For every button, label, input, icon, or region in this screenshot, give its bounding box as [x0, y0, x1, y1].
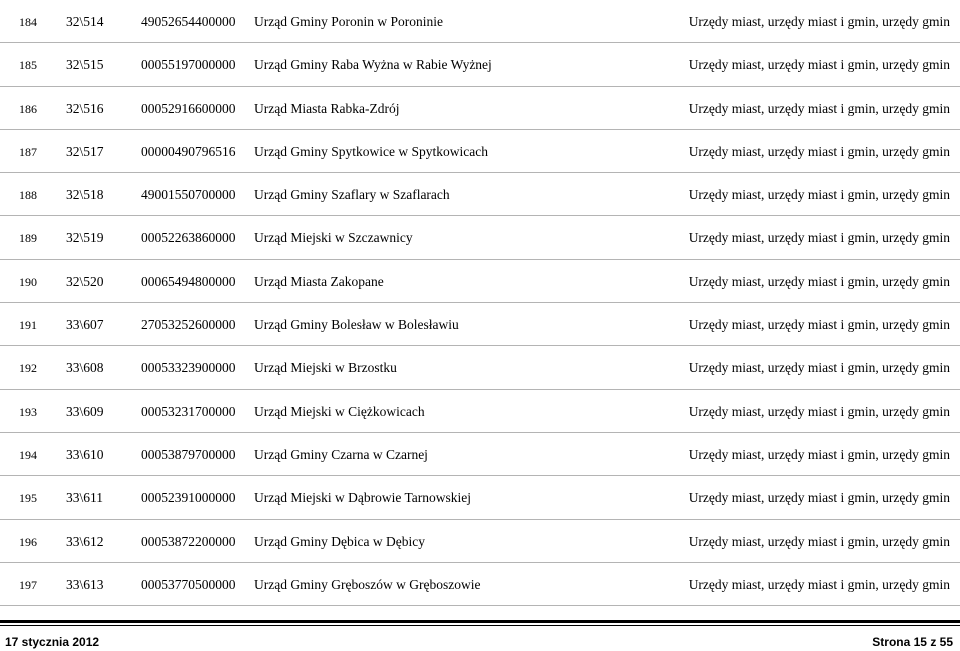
- row-regon: 00052391000000: [141, 490, 236, 506]
- table-row: [0, 260, 960, 303]
- row-regon: 00053872200000: [141, 533, 236, 549]
- row-regon: 27053252600000: [141, 317, 236, 333]
- row-category: Urzędy miast, urzędy miast i gmin, urzędy gmin: [688, 273, 950, 289]
- row-regon: 49001550700000: [141, 187, 236, 203]
- table-row: [0, 390, 960, 433]
- table-row: [0, 433, 960, 476]
- table-row: [0, 476, 960, 519]
- row-number: 186: [19, 101, 37, 116]
- row-name: Urząd Gminy Szaflary w Szaflarach: [254, 187, 450, 203]
- row-category: Urzędy miast, urzędy miast i gmin, urzędy gmin: [688, 576, 950, 592]
- table-row: [0, 173, 960, 216]
- row-category: Urzędy miast, urzędy miast i gmin, urzędy gmin: [688, 100, 950, 116]
- table-row: [0, 0, 960, 43]
- row-name: Urząd Miasta Rabka-Zdrój: [254, 100, 400, 116]
- row-regon: 00000490796516: [141, 143, 236, 159]
- row-number: 194: [19, 447, 37, 462]
- row-number: 193: [19, 404, 37, 419]
- row-regon: 00053879700000: [141, 446, 236, 462]
- row-category: Urzędy miast, urzędy miast i gmin, urzędy gmin: [688, 14, 950, 29]
- row-number: 195: [19, 491, 37, 506]
- row-name: Urząd Gminy Gręboszów w Gręboszowie: [254, 576, 481, 592]
- row-code: 32\519: [66, 230, 104, 246]
- row-regon: 00053323900000: [141, 360, 236, 376]
- row-name: Urząd Miejski w Dąbrowie Tarnowskiej: [254, 490, 472, 506]
- row-category: Urzędy miast, urzędy miast i gmin, urzędy gmin: [688, 230, 950, 246]
- row-regon: 00053770500000: [141, 576, 236, 592]
- row-name: Urząd Gminy Czarna w Czarnej: [254, 446, 428, 462]
- row-name: Urząd Gminy Bolesław w Bolesławiu: [254, 317, 459, 333]
- row-category: Urzędy miast, urzędy miast i gmin, urzędy gmin: [688, 490, 950, 506]
- table-row: [0, 87, 960, 130]
- row-code: 32\520: [66, 273, 104, 289]
- row-name: Urząd Miejski w Szczawnicy: [254, 230, 413, 246]
- row-name: Urząd Miejski w Brzostku: [254, 360, 397, 376]
- row-category: Urzędy miast, urzędy miast i gmin, urzędy gmin: [688, 360, 950, 376]
- table-row: [0, 130, 960, 173]
- row-category: Urzędy miast, urzędy miast i gmin, urzędy gmin: [688, 57, 950, 73]
- row-name: Urząd Gminy Poronin w Poroninie: [254, 14, 443, 29]
- row-code: 32\515: [66, 57, 104, 73]
- row-code: 32\518: [66, 187, 104, 203]
- row-regon: 00055197000000: [141, 57, 236, 73]
- row-regon: 49052654400000: [141, 14, 236, 29]
- row-code: 32\517: [66, 143, 104, 159]
- page-number: Strona 15 z 55: [872, 635, 953, 649]
- row-name: Urząd Miasta Zakopane: [254, 273, 384, 289]
- row-code: 33\612: [66, 533, 104, 549]
- row-code: 33\607: [66, 317, 104, 333]
- table-row: [0, 303, 960, 346]
- row-code: 33\611: [66, 490, 103, 506]
- row-number: 192: [19, 361, 37, 376]
- row-category: Urzędy miast, urzędy miast i gmin, urzędy gmin: [688, 143, 950, 159]
- row-code: 33\608: [66, 360, 104, 376]
- row-code: 33\609: [66, 403, 104, 419]
- row-regon: 00052916600000: [141, 100, 236, 116]
- row-number: 190: [19, 274, 37, 289]
- footer-divider-thin: [0, 625, 960, 626]
- row-code: 32\514: [66, 14, 104, 29]
- table-row: [0, 43, 960, 86]
- row-name: Urząd Gminy Raba Wyżna w Rabie Wyżnej: [254, 57, 492, 73]
- table-row: [0, 563, 960, 606]
- row-category: Urzędy miast, urzędy miast i gmin, urzędy gmin: [688, 533, 950, 549]
- table-row: [0, 216, 960, 259]
- row-regon: 00065494800000: [141, 273, 236, 289]
- row-number: 189: [19, 231, 37, 246]
- table-row: [0, 346, 960, 389]
- row-name: Urząd Miejski w Ciężkowicach: [254, 403, 425, 419]
- row-number: 188: [19, 188, 37, 203]
- row-number: 196: [19, 534, 37, 549]
- row-number: 187: [19, 144, 37, 159]
- row-code: 33\613: [66, 576, 104, 592]
- row-category: Urzędy miast, urzędy miast i gmin, urzędy gmin: [688, 187, 950, 203]
- row-number: 185: [19, 58, 37, 73]
- row-code: 33\610: [66, 446, 104, 462]
- footer-divider: [0, 620, 960, 623]
- row-name: Urząd Gminy Spytkowice w Spytkowicach: [254, 143, 488, 159]
- row-regon: 00053231700000: [141, 403, 236, 419]
- row-number: 191: [19, 318, 37, 333]
- row-category: Urzędy miast, urzędy miast i gmin, urzędy gmin: [688, 446, 950, 462]
- row-category: Urzędy miast, urzędy miast i gmin, urzędy gmin: [688, 317, 950, 333]
- row-name: Urząd Gminy Dębica w Dębicy: [254, 533, 425, 549]
- table-row: [0, 520, 960, 563]
- row-number: 184: [19, 15, 37, 29]
- row-regon: 00052263860000: [141, 230, 236, 246]
- row-number: 197: [19, 577, 37, 592]
- footer-date: 17 stycznia 2012: [5, 635, 100, 649]
- row-code: 32\516: [66, 100, 104, 116]
- row-category: Urzędy miast, urzędy miast i gmin, urzędy gmin: [688, 403, 950, 419]
